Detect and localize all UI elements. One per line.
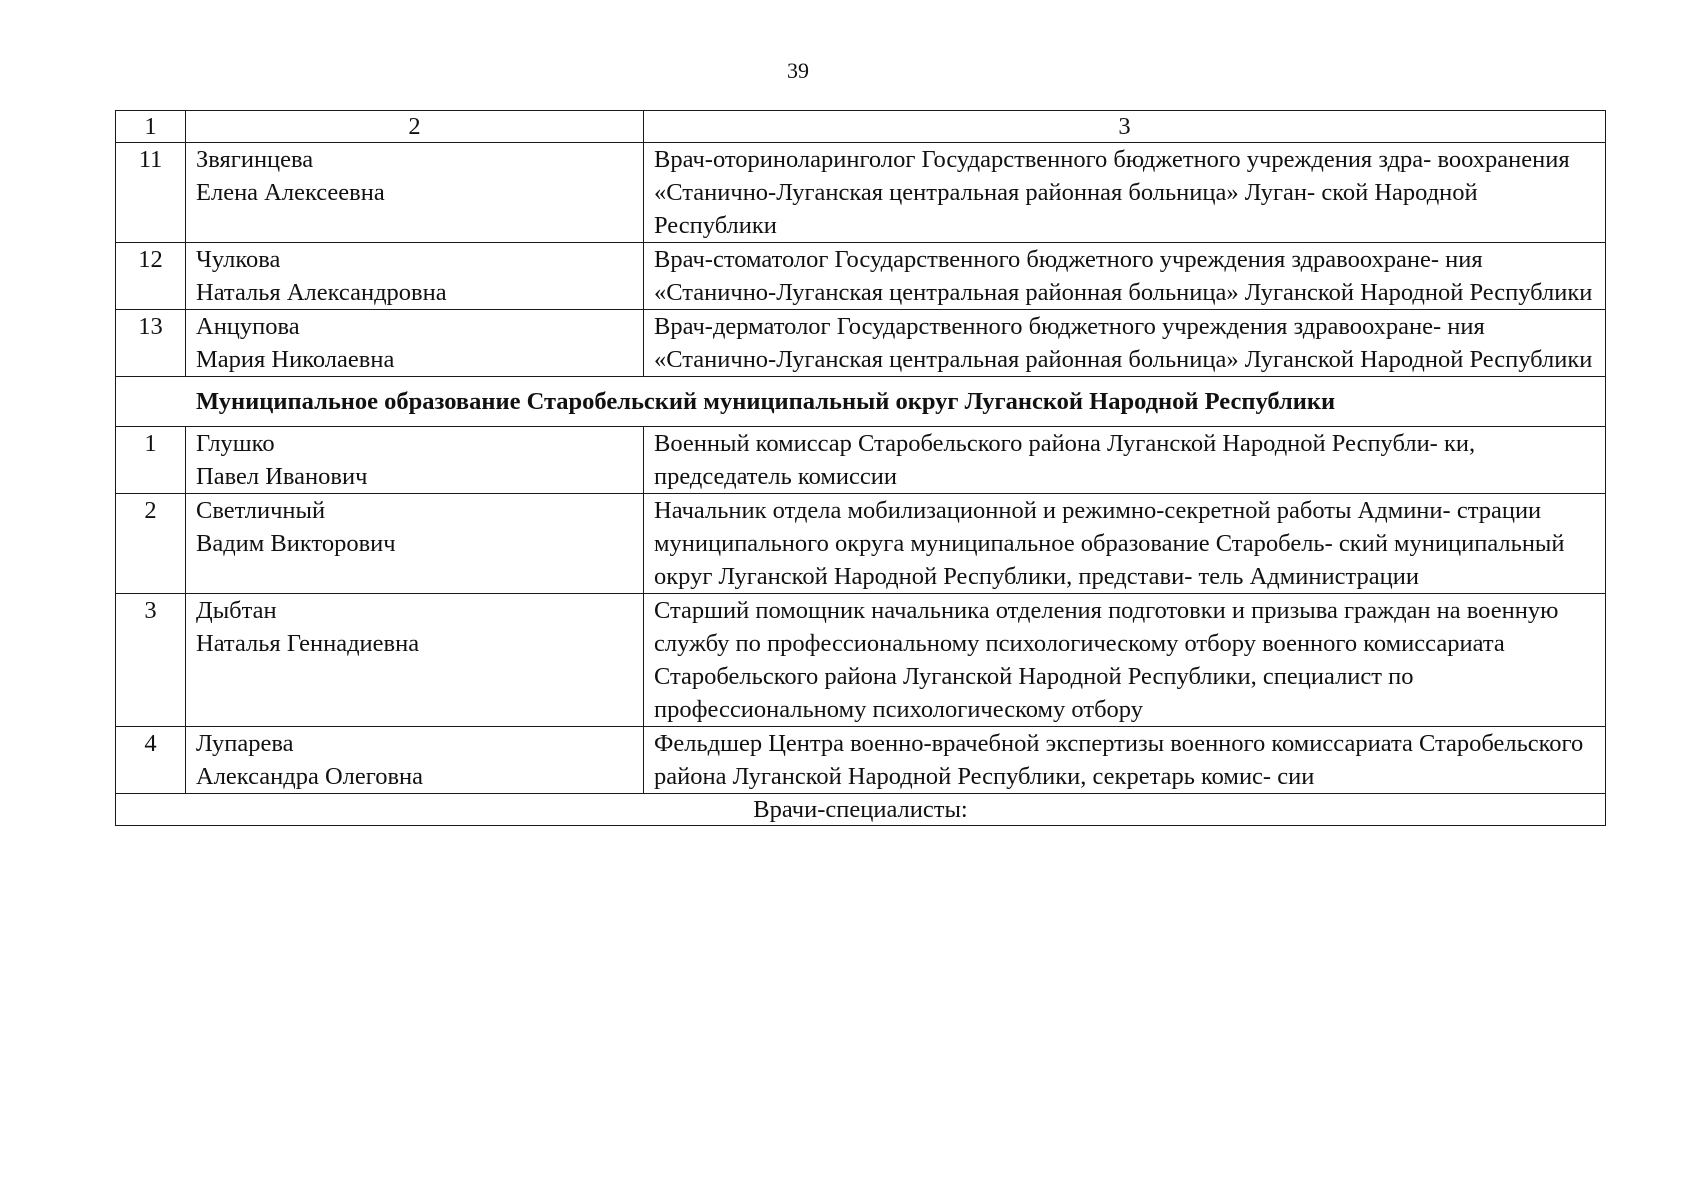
description-line: на военную службу по профессиональному психологическому отбору bbox=[654, 597, 1559, 657]
surname: Глушко bbox=[196, 430, 275, 457]
given-names: Наталья Геннадиевна bbox=[196, 630, 420, 657]
position-description bbox=[644, 310, 1606, 377]
position-description bbox=[644, 243, 1606, 310]
description-line: Народной Республики bbox=[1360, 346, 1593, 373]
commission-table bbox=[115, 110, 1606, 826]
row-number: 12 bbox=[116, 243, 186, 310]
surname: Дыбтан bbox=[196, 597, 277, 624]
given-names: Наталья Александровна bbox=[196, 279, 447, 306]
position-description bbox=[644, 143, 1606, 243]
section-title: Муниципальное образование Старобельский муниципальный округ Луганской Народной Республики bbox=[116, 377, 1606, 427]
page-number: 39 bbox=[787, 58, 809, 83]
description-line: ский муниципальный округ Луганской Народной Республики, представи- bbox=[654, 530, 1565, 590]
person-name bbox=[186, 594, 644, 727]
row-number: 1 bbox=[116, 427, 186, 494]
row-number: 2 bbox=[116, 494, 186, 594]
person-name bbox=[186, 310, 644, 377]
person-name bbox=[186, 143, 644, 243]
table-row bbox=[116, 594, 1606, 727]
description-line: Врач-стоматолог Государственного бюджетного учреждения здравоохране- bbox=[654, 246, 1439, 273]
description-line: ния «Станично-Луганская центральная районная больница» Луганской bbox=[654, 246, 1483, 306]
description-line: Народной Республики bbox=[1360, 279, 1593, 306]
header-col-2: 2 bbox=[186, 111, 644, 143]
person-name bbox=[186, 243, 644, 310]
doctors-specialists-label: Врачи-специалисты: bbox=[116, 794, 1606, 826]
surname: Анцупова bbox=[196, 313, 300, 340]
position-description bbox=[644, 494, 1606, 594]
row-number: 3 bbox=[116, 594, 186, 727]
row-number: 4 bbox=[116, 727, 186, 794]
description-line: Врач-оториноларинголог Государственного бюджетного учреждения здра- bbox=[654, 146, 1432, 173]
person-name bbox=[186, 494, 644, 594]
person-name bbox=[186, 727, 644, 794]
description-line: Врач-дерматолог Государственного бюджетного учреждения здравоохране- bbox=[654, 313, 1442, 340]
description-line: Старший помощник начальника отделения подготовки и призыва граждан bbox=[654, 597, 1431, 624]
table-row bbox=[116, 243, 1606, 310]
surname: Светличный bbox=[196, 497, 326, 524]
header-col-1: 1 bbox=[116, 111, 186, 143]
surname: Звягинцева bbox=[196, 146, 314, 173]
given-names: Павел Иванович bbox=[196, 463, 368, 490]
table-row bbox=[116, 727, 1606, 794]
description-line: Старобельского района Луганской Народной Республики, секретарь комис- bbox=[654, 730, 1584, 790]
header-col-3: 3 bbox=[644, 111, 1606, 143]
description-line: сии bbox=[1277, 763, 1315, 790]
table-row bbox=[116, 143, 1606, 243]
given-names: Мария Николаевна bbox=[196, 346, 395, 373]
table-row bbox=[116, 310, 1606, 377]
given-names: Елена Алексеевна bbox=[196, 179, 385, 206]
description-line: ки, председатель комиссии bbox=[654, 430, 1476, 490]
table-row bbox=[116, 494, 1606, 594]
description-line: ния «Станично-Луганская центральная районная больница» Луганской bbox=[654, 313, 1485, 373]
description-line: Фельдшер Центра военно-врачебной экспертизы военного комиссариата bbox=[654, 730, 1413, 757]
description-line: воохранения «Станично-Луганская центральная районная больница» Луган- bbox=[654, 146, 1570, 206]
row-number: 13 bbox=[116, 310, 186, 377]
surname: Чулкова bbox=[196, 246, 281, 273]
section-heading-row bbox=[116, 377, 1606, 427]
position-description bbox=[644, 727, 1606, 794]
description-line: тель Администрации bbox=[1198, 563, 1419, 590]
description-line: ской Народной Республики bbox=[654, 179, 1478, 239]
description-line: Республики, специалист по профессиональному психологическому отбору bbox=[654, 663, 1414, 723]
table-header-row bbox=[116, 111, 1606, 143]
description-line: военного комиссариата Старобельского района Луганской Народной bbox=[654, 630, 1505, 690]
given-names: Вадим Викторович bbox=[196, 530, 396, 557]
description-line: Военный комиссар Старобельского района Луганской Народной Республи- bbox=[654, 430, 1438, 457]
table-row bbox=[116, 427, 1606, 494]
row-number: 11 bbox=[116, 143, 186, 243]
position-description bbox=[644, 594, 1606, 727]
given-names: Александра Олеговна bbox=[196, 763, 423, 790]
description-line: Начальник отдела мобилизационной и режимно-секретной работы Админи- bbox=[654, 497, 1451, 524]
surname: Лупарева bbox=[196, 730, 294, 757]
position-description bbox=[644, 427, 1606, 494]
description-line: страции муниципального округа муниципальное образование Старобель- bbox=[654, 497, 1542, 557]
person-name bbox=[186, 427, 644, 494]
subsection-row bbox=[116, 794, 1606, 826]
